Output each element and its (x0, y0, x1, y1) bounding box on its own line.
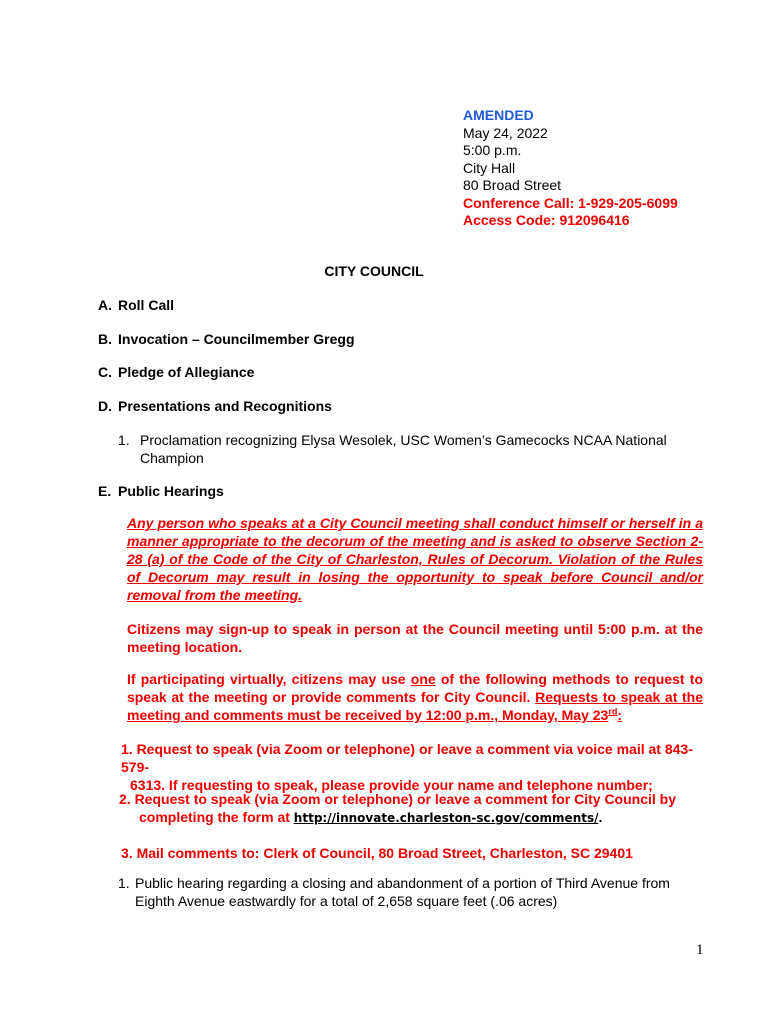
section-presentations: D. Presentations and Recognitions (98, 398, 332, 414)
comment-option-mail: 3. Mail comments to: Clerk of Council, 80 Broad Street, Charleston, SC 29401 (121, 845, 633, 861)
meeting-date: May 24, 2022 (463, 124, 548, 141)
page-number: 1 (696, 942, 704, 958)
section-roll-call: A. Roll Call (98, 297, 175, 313)
section-pledge: C. Pledge of Allegiance (98, 364, 255, 380)
signup-notice: Citizens may sign-up to speak in person at the Council meeting until 5:00 p.m. at the meeting location. (127, 621, 703, 655)
agenda-title: CITY COUNCIL (324, 263, 424, 279)
amended-label: AMENDED (463, 107, 534, 123)
meeting-header (463, 107, 678, 230)
virtual-notice: If participating virtually, citizens may use one of the following methods to request to speak at the meeting or provide comments for City Council. Requests to speak at the meeting and comments must be received by 12:00 p.m., Monday, May 23rd: (127, 671, 703, 723)
section-invocation: B. Invocation – Councilmember Gregg (98, 331, 355, 347)
meeting-venue: City Hall (463, 159, 516, 176)
comment-option-voicemail: 1. Request to speak (via Zoom or telephone) or leave a comment via voice mail at 843-579- 6313. If requesting to speak, please provide your name and telephone number; (121, 741, 693, 793)
decorum-notice: Any person who speaks at a City Council meeting shall conduct himself or herself in a manner appropriate to the decorum of the meeting and is asked to observe Section 2-28 (a) of the Code of the City of Charleston, Rules of Decorum. Violation of the Rules of Decorum may result in losing the opportunity to speak before Council and/or removal from the meeting. (127, 515, 703, 603)
access-code: Access Code: 912096416 (463, 212, 630, 228)
comments-form-link[interactable]: http://innovate.charleston-sc.gov/comments/ (293, 811, 599, 825)
meeting-time: 5:00 p.m. (463, 142, 522, 158)
section-public-hearings: E. Public Hearings (98, 483, 224, 499)
comment-option-form: 2. Request to speak (via Zoom or telephone) or leave a comment for City Council by completing the form at http://innovate.charleston-sc.gov/comments/. (119, 791, 677, 825)
conference-call: Conference Call: 1-929-205-6099 (463, 194, 678, 211)
public-hearing-item: 1. Public hearing regarding a closing and abandonment of a portion of Third Avenue from Eighth Avenue eastwardly for a total of 2,658 square feet (.06 acres) (118, 875, 670, 909)
meeting-address: 80 Broad Street (463, 177, 562, 193)
presentation-item: 1. Proclamation recognizing Elysa Wesolek, USC Women’s Gamecocks NCAA National Champion (118, 432, 667, 466)
